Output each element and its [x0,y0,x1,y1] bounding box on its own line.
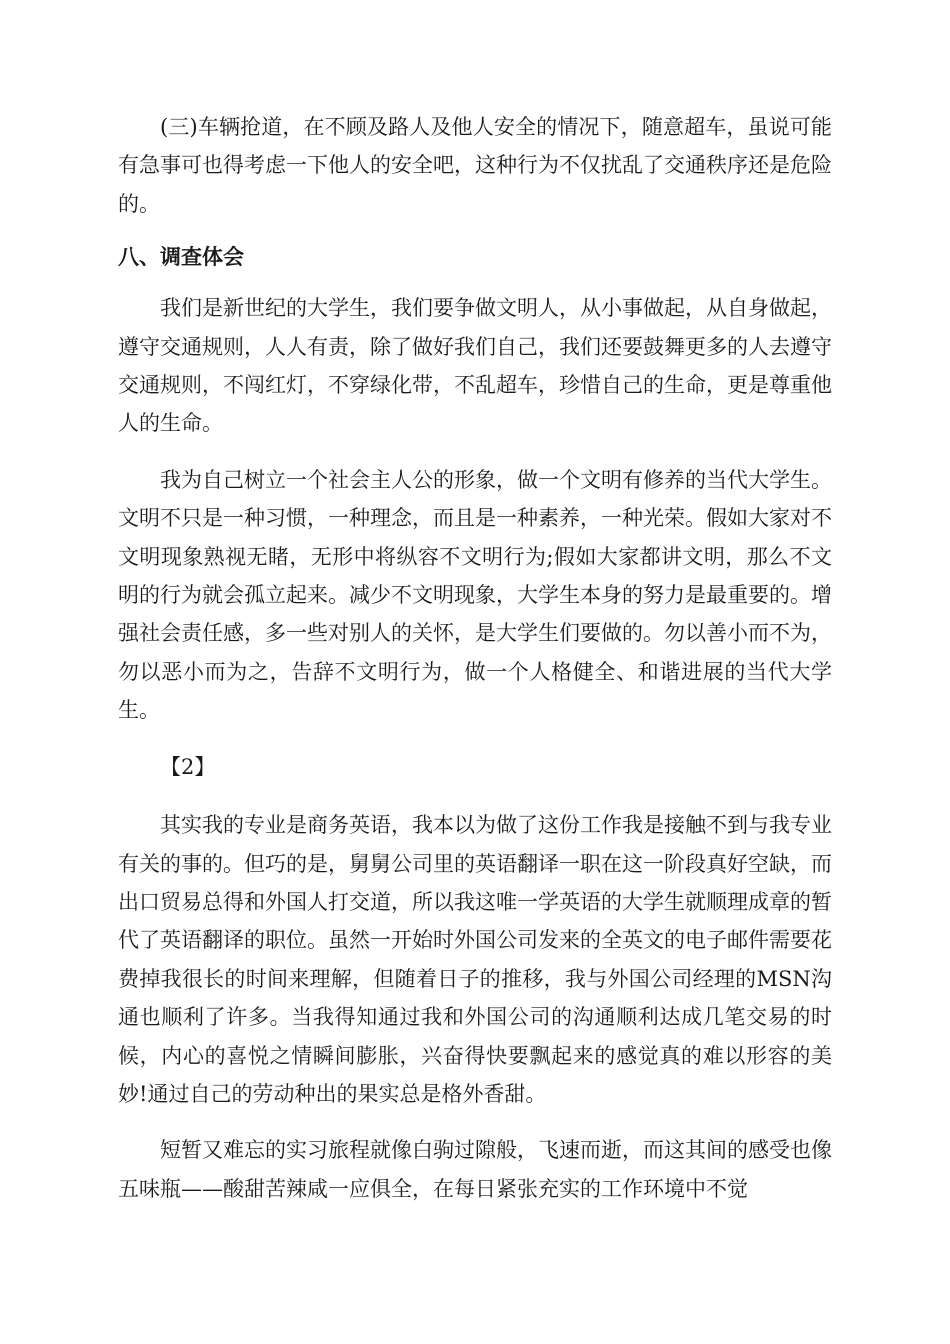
document-page [118,108,832,1208]
section-marker: 【2】 [160,754,216,779]
paragraph-self-image: 我为自己树立一个社会主人公的形象，做一个文明有修养的当代大学生。文明不只是一种习惯，一种理念，而且是一种素养，一种光荣。假如大家对不文明现象熟视无睹，无形中将纵容不文明行为;假如大家都讲文明，那么不文明的行为就会孤立起来。减少不文明现象，大学生本身的努力是最重要的。增强社会责任感，多一些对别人的关怀，是大学生们要做的。勿以善小而不为，勿以恶小而为之，告辞不文明行为，做一个人格健全、和谐进展的当代大学生。 [118,467,832,723]
section-heading: 八、调查体会 [118,245,244,270]
paragraph-internship-journey: 短暂又难忘的实习旅程就像白驹过隙般，飞速而逝，而这其间的感受也像五味瓶——酸甜苦辣咸一应俱全，在每日紧张充实的工作环境中不觉 [118,1138,832,1201]
paragraph-business-english: 其实我的专业是商务英语，我本以为做了这份工作我是接触不到与我专业有关的事的。但巧的是，舅舅公司里的英语翻译一职在这一阶段真好空缺，而出口贸易总得和外国人打交道，所以我这唯一学英语的大学生就顺理成章的暂代了英语翻译的职位。虽然一开始时外国公司发来的全英文的电子邮件需要花费掉我很长的时间来理解，但随着日子的推移，我与外国公司经理的MSN沟通也顺利了许多。当我得知通过我和外国公司的沟通顺利达成几笔交易的时候，内心的喜悦之情瞬间膨胀，兴奋得快要飘起来的感觉真的难以形容的美妙!通过自己的劳动种出的果实总是格外香甜。 [118,813,832,1106]
paragraph-civilized-students: 我们是新世纪的大学生，我们要争做文明人，从小事做起，从自身做起，遵守交通规则，人人有责，除了做好我们自己，我们还要鼓舞更多的人去遵守交通规则，不闯红灯，不穿绿化带，不乱超车，珍惜自己的生命，更是尊重他人的生命。 [118,296,832,436]
paragraph-vehicle-overtaking: (三)车辆抢道，在不顾及路人及他人安全的情况下，随意超车，虽说可能有急事可也得考虑一下他人的安全吧，这种行为不仅扰乱了交通秩序还是危险的。 [118,115,832,216]
